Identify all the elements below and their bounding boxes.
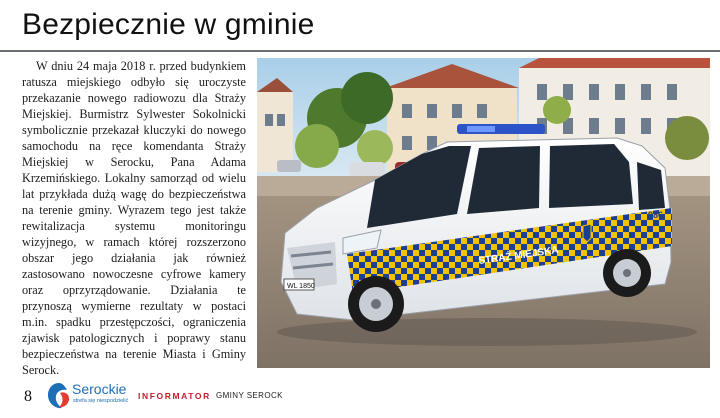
page-footer (0, 376, 720, 418)
logo-mark-icon (46, 381, 72, 411)
serockie-logo (46, 381, 130, 413)
logo-tagline: strefa się niespodzielić (73, 398, 129, 404)
license-plate: WL 1850 (287, 283, 315, 290)
logo-name: Serockie (72, 381, 127, 397)
page-number: 8 (24, 388, 32, 405)
article-photo (257, 58, 710, 368)
page-title: Bezpiecznie w gminie (22, 8, 315, 41)
vehicle-lettering: STRAŻ MIEJSKA (477, 244, 560, 267)
title-bar (0, 0, 720, 52)
article-text: W dniu 24 maja 2018 r. przed budynkiem ratusza miejskiego odbyło się uroczyste przekazanie nowego radiowozu dla Straży Miejskiej. Burmistrz Sylwester Sokolnicki symbolicznie przekazał kluczyki do nowego samochodu na ręce komendanta Straży Miejskiej w Serocku, Pana Adama Krzemińskiego. Lokalny samorząd od wielu lat przykłada dużą wagę do bezpieczeństwa na terenie gminy. Wyrazem tego jest także rewitalizacja systemu monitoringu wizyjnego, w ramach której rozszerzono obszar jego działania jak również zastosowano nowoczesne cyfrowe kamery oraz oprzyrządowanie. Działania te przynoszą wymierne rezultaty w postaci m.in. spadku przestępczości, ograniczenia zjawisk patologicznych i poprawy stanu bezpieczeństwa na terenie Miasta i Gminy Serock. (22, 59, 246, 377)
informator-label: INFORMATOR (138, 391, 211, 401)
police-car-photo-illustration (257, 58, 710, 368)
vehicle-number: 986 (648, 210, 664, 220)
gminy-serock-label: GMINY SEROCK (216, 391, 283, 400)
